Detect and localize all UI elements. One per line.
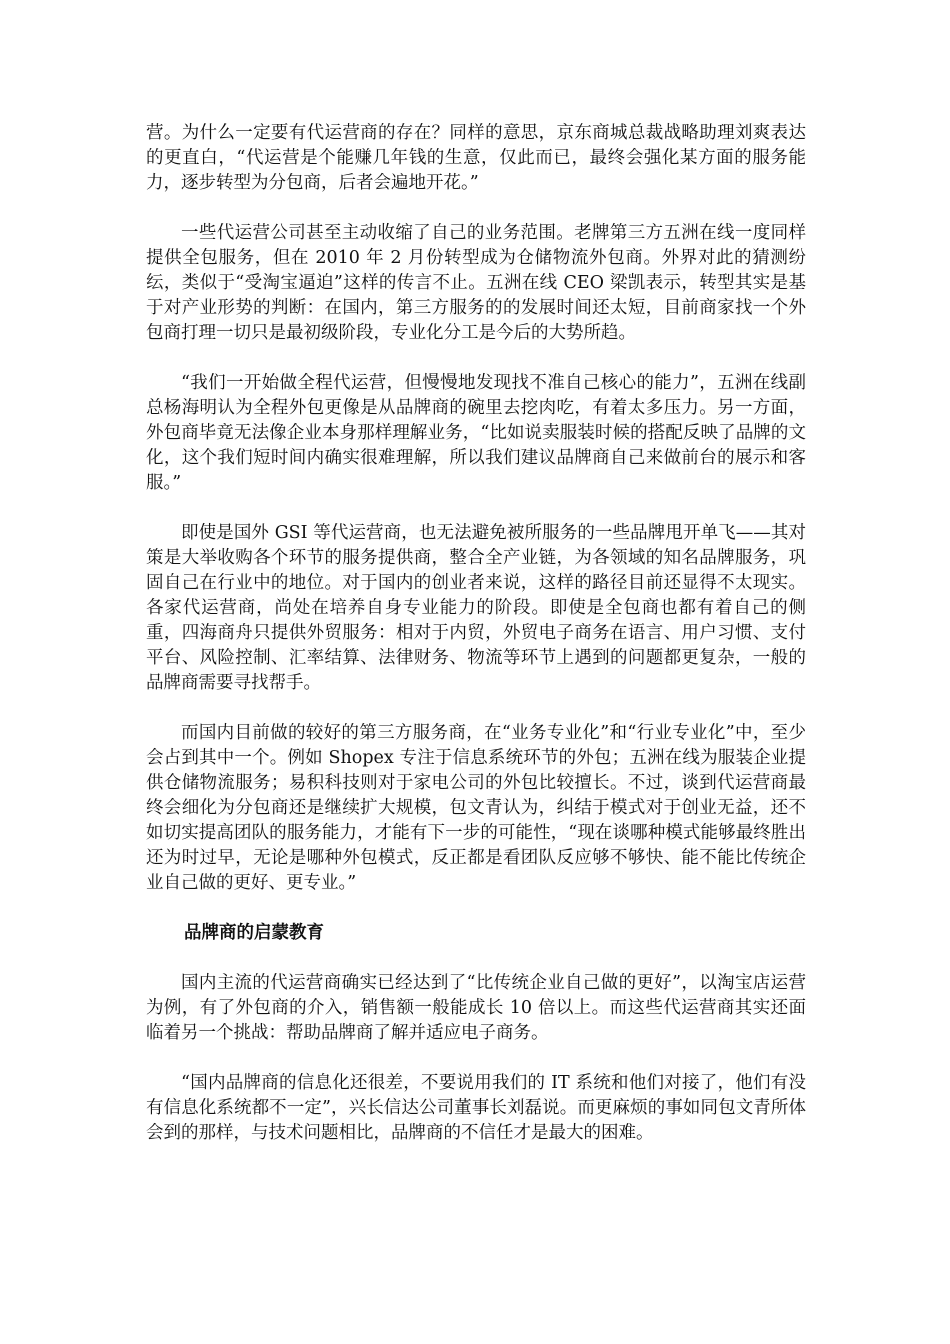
paragraph-7: “国内品牌商的信息化还很差，不要说用我们的 IT 系统和他们对接了，他们有没有信息化系统都不一定”，兴长信达公司董事长刘磊说。而更麻烦的事如同包文青所体会到的那样，与技术问题相比，品牌商的不信任才是最大的困难。	[146, 1073, 806, 1143]
document-page	[146, 121, 806, 1146]
paragraph-3: “我们一开始做全程代运营，但慢慢地发现找不准自己核心的能力”，五洲在线副总杨海明认为全程外包更像是从品牌商的碗里去挖肉吃，有着太多压力。另一方面，外包商毕竟无法像企业本身那样理解业务，“比如说卖服装时候的搭配反映了品牌的文化，这个我们短时间内确实很难理解，所以我们建议品牌商自己来做前台的展示和客服。”	[146, 373, 806, 493]
paragraph-2: 一些代运营公司甚至主动收缩了自己的业务范围。老牌第三方五洲在线一度同样提供全包服务，但在 2010 年 2 月份转型成为仓储物流外包商。外界对此的猜测纷纭，类似于“受淘宝逼迫”这样的传言不止。五洲在线 CEO 梁凯表示，转型其实是基于对产业形势的判断：在国内，第三方服务的的发展时间还太短，目前商家找一个外包商打理一切只是最初级阶段，专业化分工是今后的大势所趋。	[146, 223, 806, 343]
paragraph-5: 而国内目前做的较好的第三方服务商，在“业务专业化”和“行业专业化”中，至少会占到其中一个。例如 Shopex 专注于信息系统环节的外包；五洲在线为服装企业提供仓储物流服务；易积科技则对于家电公司的外包比较擅长。不过，谈到代运营商最终会细化为分包商还是继续扩大规模，包文青认为，纠结于模式对于创业无益，还不如切实提高团队的服务能力，才能有下一步的可能性，“现在谈哪种模式能够最终胜出还为时过早，无论是哪种外包模式，反正都是看团队反应够不够快、能不能比传统企业自己做的更好、更专业。”	[146, 723, 806, 893]
section-heading: 品牌商的启蒙教育	[184, 923, 324, 943]
paragraph-6: 国内主流的代运营商确实已经达到了“比传统企业自己做的更好”，以淘宝店运营为例，有了外包商的介入，销售额一般能成长 10 倍以上。而这些代运营商其实还面临着另一个挑战：帮助品牌商了解并适应电子商务。	[146, 973, 806, 1043]
paragraph-1: 营。为什么一定要有代运营商的存在？同样的意思，京东商城总裁战略助理刘爽表达的更直白，“代运营是个能赚几年钱的生意，仅此而已，最终会强化某方面的服务能力，逐步转型为分包商，后者会遍地开花。”	[146, 123, 806, 193]
paragraph-4: 即使是国外 GSI 等代运营商，也无法避免被所服务的一些品牌甩开单飞——其对策是大举收购各个环节的服务提供商，整合全产业链，为各领域的知名品牌服务，巩固自己在行业中的地位。对于国内的创业者来说，这样的路径目前还显得不太现实。各家代运营商，尚处在培养自身专业能力的阶段。即使是全包商也都有着自己的侧重，四海商舟只提供外贸服务：相对于内贸，外贸电子商务在语言、用户习惯、支付平台、风险控制、汇率结算、法律财务、物流等环节上遇到的问题都更复杂，一般的品牌商需要寻找帮手。	[146, 523, 806, 693]
